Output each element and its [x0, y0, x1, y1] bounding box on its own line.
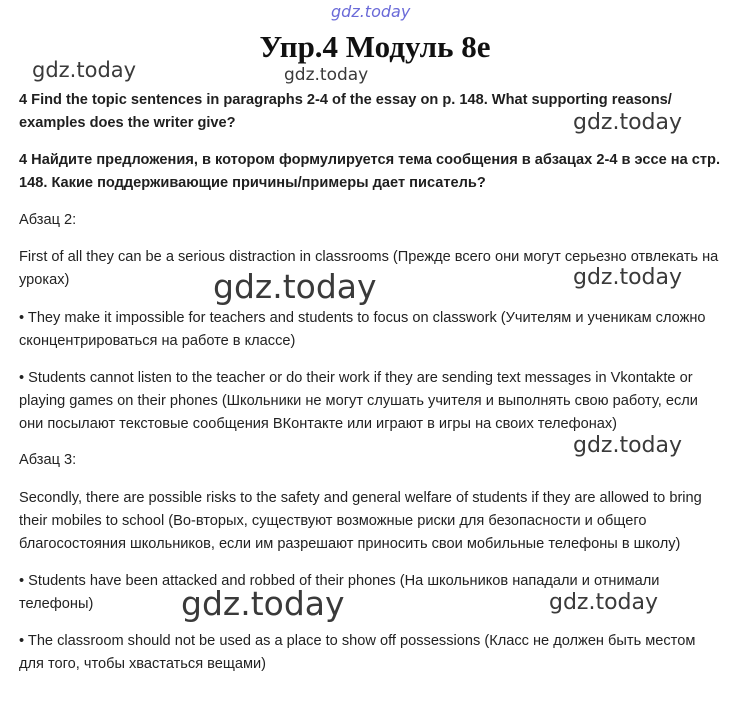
watermark-center-big-1: gdz.today	[213, 267, 377, 306]
paragraph-2-heading: Абзац 2:	[19, 212, 77, 228]
paragraph-3-bullet-1: • Students have been attacked and robbed of their phones (На школьников нападали и отнимали телефоны)	[19, 573, 660, 612]
paragraph-3-heading: Абзац 3:	[19, 452, 77, 468]
watermark-right-2: gdz.today	[573, 265, 683, 290]
paragraph-3-bullet-2: • The classroom should not be used as a place to show off possessions (Класс не должен быть местом для того, чтобы хвастаться вещами)	[19, 633, 696, 672]
paragraph-2-bullet-2: • Students cannot listen to the teacher or do their work if they are sending text messages in Vkontakte or playing games on their phones (Школьники не могут слушать учителя и выполнять свою работу, если они посылают текстовые сообщения ВКонтакте или играют в игры на своих телефонах)	[19, 370, 698, 432]
paragraph-3-topic: Secondly, there are possible risks to the safety and general welfare of students if they are allowed to bring their mobiles to school (Во-вторых, существуют возможные риски для безопасности и общего благосостояния школьников, если им разрешают приносить свои мобильные телефоны в школу)	[19, 490, 702, 552]
watermark-under-title: gdz.today	[284, 65, 369, 85]
paragraph-2-topic: First of all they can be a serious distraction in classrooms (Прежде всего они могут серьезно отвлекать на уроках)	[19, 249, 719, 288]
task-english: 4 Find the topic sentences in paragraphs 2-4 of the essay on p. 148. What supporting reasons/ examples does the writer give?	[19, 92, 672, 131]
watermark-right-3: gdz.today	[573, 433, 683, 458]
watermark-top: gdz.today	[331, 2, 411, 21]
watermark-center-big-2: gdz.today	[181, 584, 345, 623]
watermark-left: gdz.today	[32, 58, 137, 82]
watermark-right-4: gdz.today	[549, 590, 659, 615]
task-russian: 4 Найдите предложения, в котором формулируется тема сообщения в абзацах 2-4 в эссе на стр. 148. Какие поддерживающие причины/примеры дает писатель?	[19, 152, 721, 191]
paragraph-2-bullet-1: • They make it impossible for teachers and students to focus on classwork (Учителям и ученикам сложно сконцентрироваться на работе в классе)	[19, 310, 706, 349]
page-title: Упр.4 Модуль 8е	[259, 29, 491, 64]
watermark-right-1: gdz.today	[573, 110, 683, 135]
